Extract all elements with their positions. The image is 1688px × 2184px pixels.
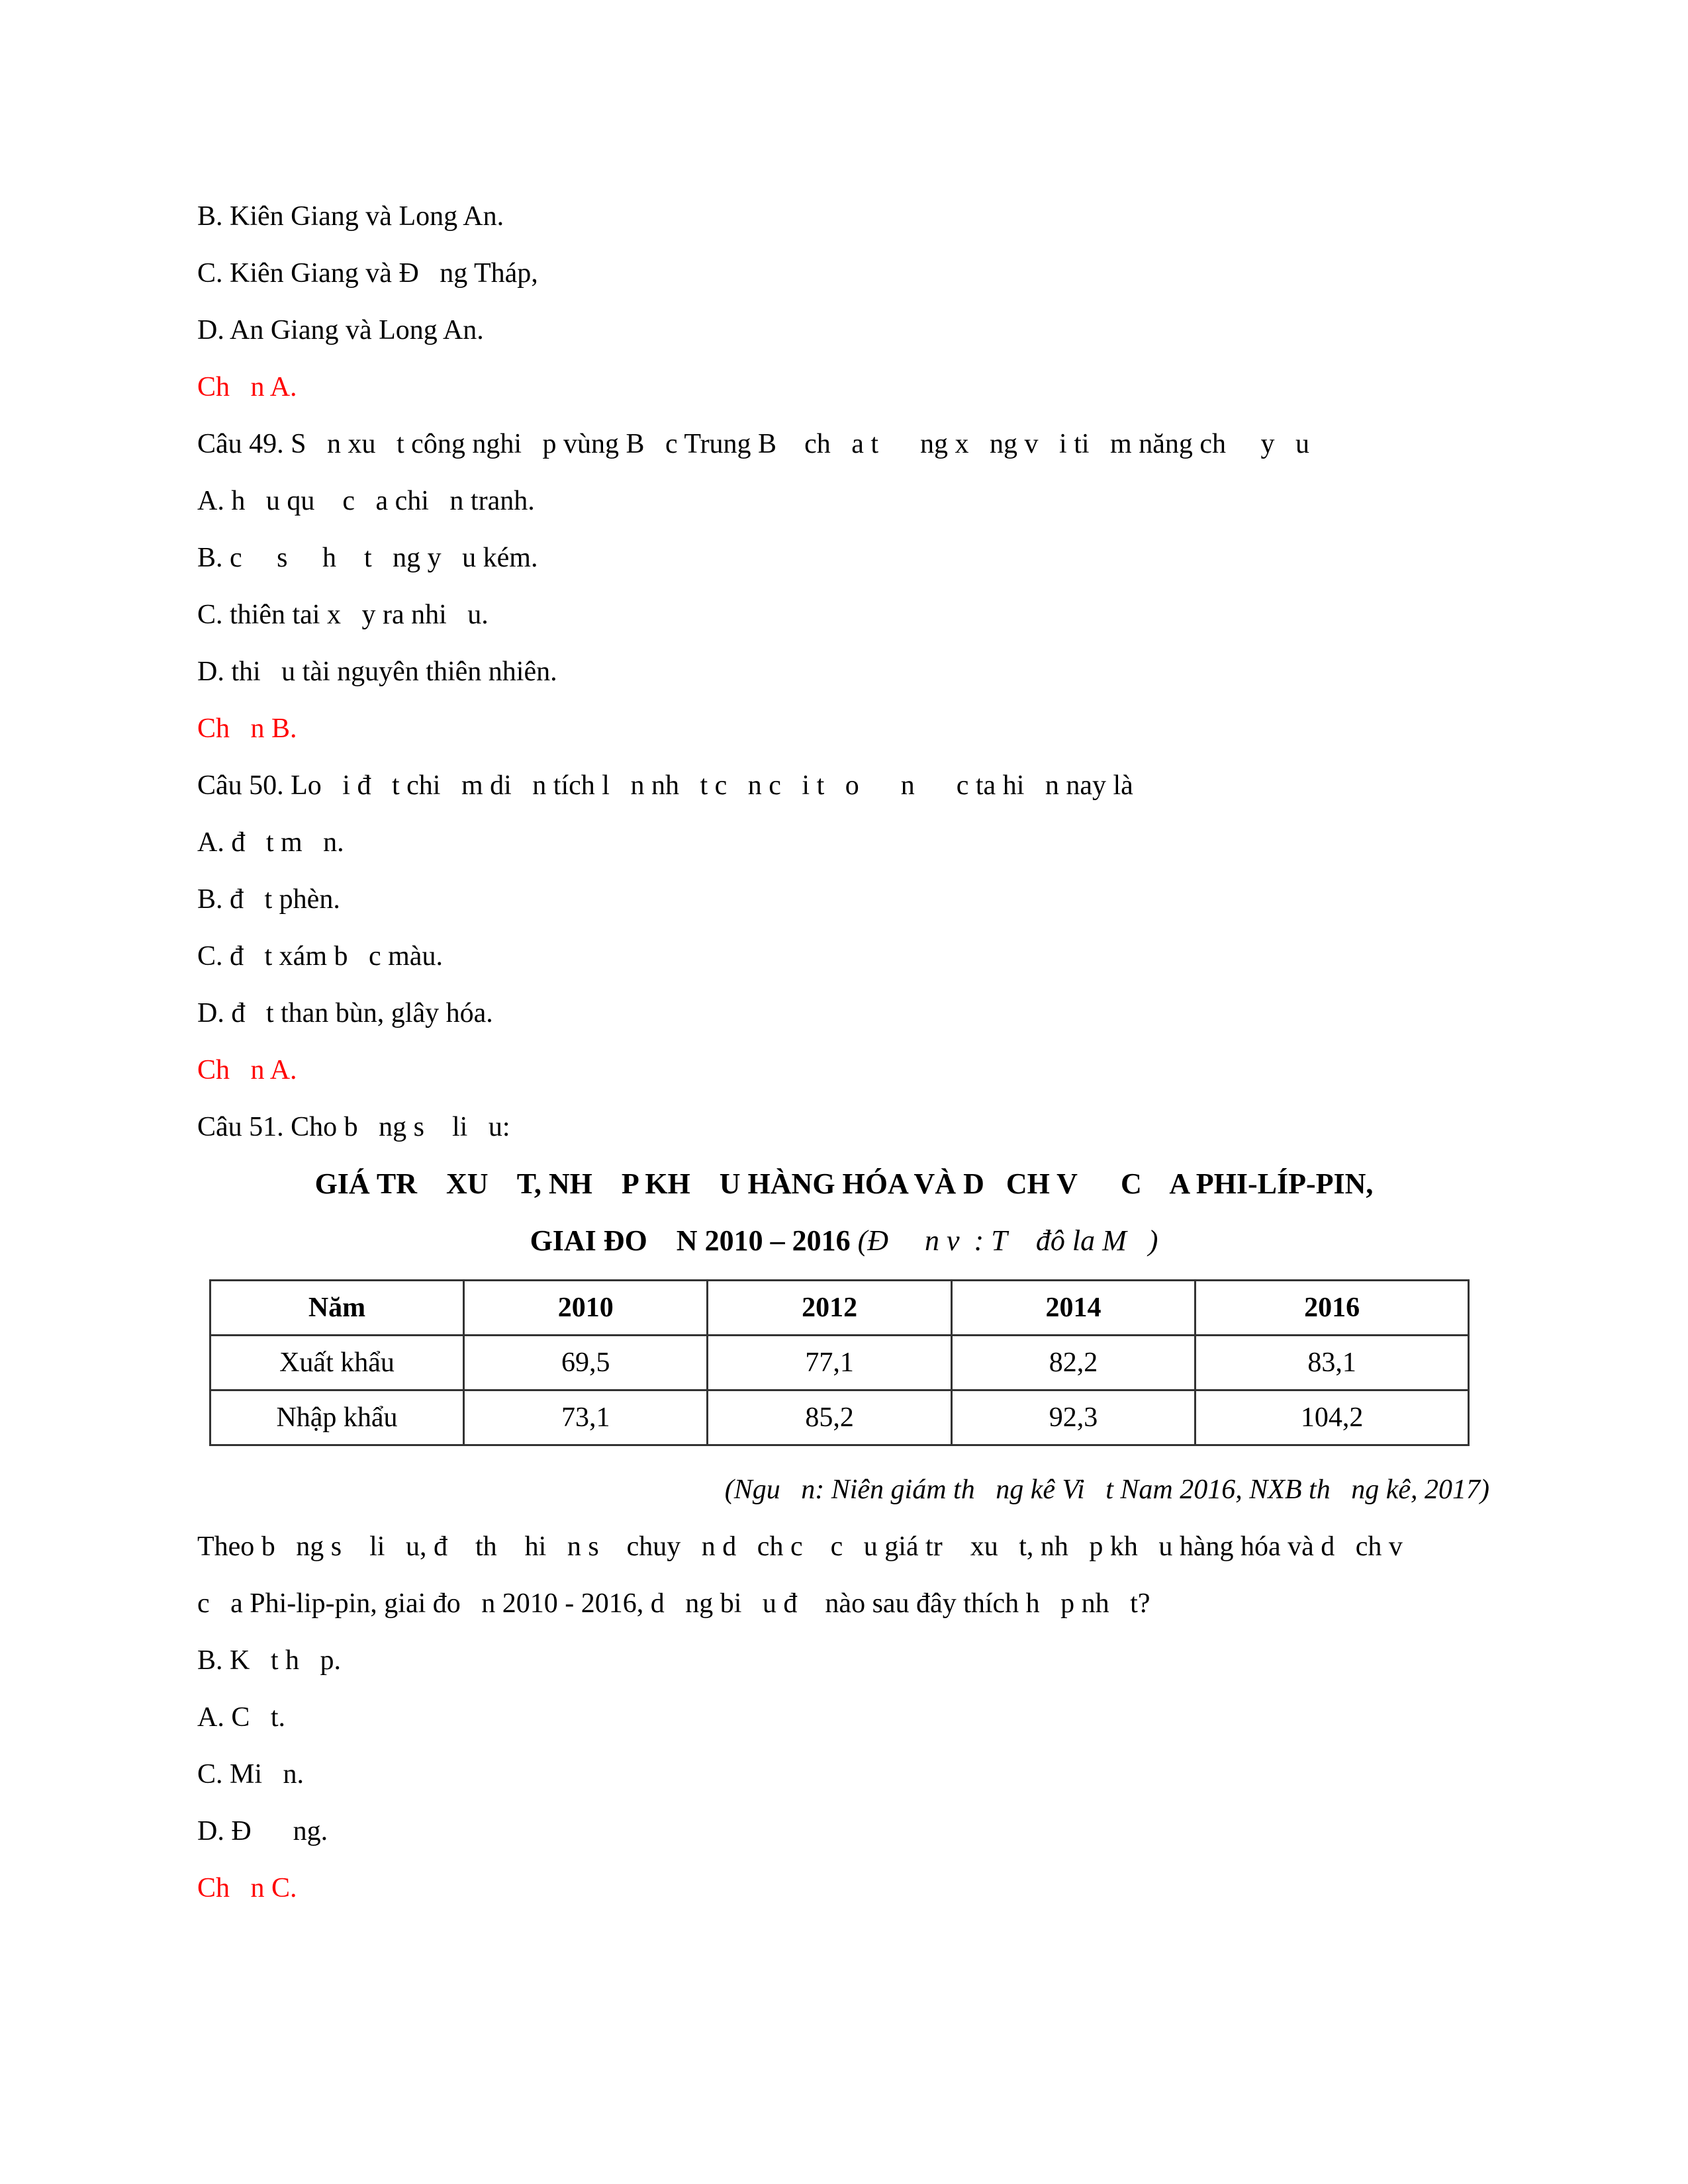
q50-option-c: C. đ t xám b c màu.	[197, 941, 443, 972]
q51-answer: Ch n C.	[197, 1873, 297, 1903]
table-title-line1: GIÁ TR XU T, NH P KH U HÀNG HÓA VÀ D CH V C A PHI-LÍP-PIN,	[314, 1167, 1374, 1200]
q49-option-b: B. c s h t ng y u kém.	[197, 543, 538, 573]
table-cell: 77,1	[708, 1336, 951, 1390]
header-2016: 2016	[1196, 1281, 1469, 1336]
header-2012: 2012	[708, 1281, 951, 1336]
table-cell: 92,3	[951, 1390, 1195, 1445]
q51-option-c: C. Mi n.	[197, 1759, 305, 1790]
table-cell: 104,2	[1196, 1390, 1469, 1445]
q49-question: Câu 49. S n xu t công nghi p vùng B c Trung B ch a t ng x ng v i ti m năng ch y u	[197, 429, 1309, 459]
table-cell: 85,2	[708, 1390, 951, 1445]
q50-question: Câu 50. Lo i đ t chi m di n tích l n nh t c n c i t o n c ta hi n nay là	[197, 770, 1133, 801]
data-table	[209, 1279, 1470, 1446]
q49-option-d: D. thi u tài nguyên thiên nhiên.	[197, 657, 557, 687]
table-source: (Ngu n: Niên giám th ng kê Vi t Nam 2016, NXB th ng kê, 2017)	[724, 1475, 1489, 1505]
q51-question: Câu 51. Cho b ng s li u:	[197, 1112, 510, 1142]
table-title-line2	[0, 1221, 1688, 1261]
q48-option-d: D. An Giang và Long An.	[197, 315, 484, 345]
table-cell: 69,5	[464, 1336, 708, 1390]
table-row	[211, 1336, 1469, 1390]
table-cell: 82,2	[951, 1336, 1195, 1390]
q51-prompt-line1: Theo b ng s li u, đ th hi n s chuy n d ch c c u giá tr xu t, nh p kh u hàng hóa và d ch v	[197, 1531, 1403, 1562]
q51-option-b: B. K t h p.	[197, 1645, 342, 1676]
header-2010: 2010	[464, 1281, 708, 1336]
q51-prompt-line2: c a Phi-lip-pin, giai đo n 2010 - 2016, d ng bi u đ nào sau đây thích h p nh t?	[197, 1588, 1150, 1619]
q48-option-c: C. Kiên Giang và Đ ng Tháp,	[197, 258, 538, 289]
q49-option-a: A. h u qu c a chi n tranh.	[197, 486, 535, 516]
q51-option-a: A. C t.	[197, 1702, 286, 1733]
table-row	[211, 1390, 1469, 1445]
header-year: Năm	[211, 1281, 464, 1336]
q50-option-b: B. đ t phèn.	[197, 884, 340, 915]
q49-answer: Ch n B.	[197, 713, 297, 744]
row-label-import: Nhập khẩu	[211, 1390, 464, 1445]
table-unit: (Đ n v : T đô la M )	[857, 1224, 1158, 1257]
table-title-period: GIAI ĐO N 2010 – 2016	[530, 1224, 858, 1257]
q48-answer: Ch n A.	[197, 372, 297, 402]
q49-option-c: C. thiên tai x y ra nhi u.	[197, 600, 489, 630]
q51-option-d: D. Đ ng.	[197, 1816, 328, 1846]
q50-option-a: A. đ t m n.	[197, 827, 344, 858]
row-label-export: Xuất khẩu	[211, 1336, 464, 1390]
table-cell: 83,1	[1196, 1336, 1469, 1390]
q48-option-b: B. Kiên Giang và Long An.	[197, 201, 504, 232]
table-cell: 73,1	[464, 1390, 708, 1445]
table-header-row	[211, 1281, 1469, 1336]
q50-answer: Ch n A.	[197, 1055, 297, 1085]
header-2014: 2014	[951, 1281, 1195, 1336]
q50-option-d: D. đ t than bùn, glây hóa.	[197, 998, 493, 1028]
